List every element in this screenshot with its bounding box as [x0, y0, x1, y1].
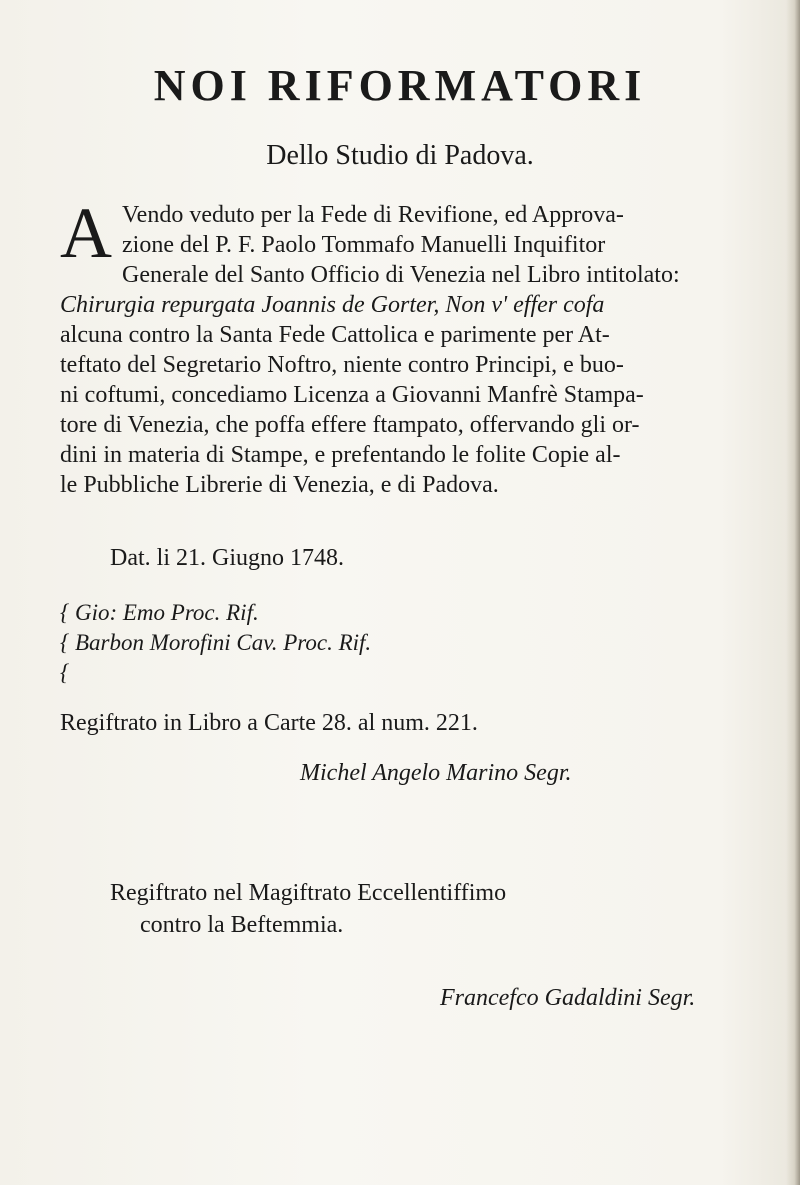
signer-1: Michel Angelo Marino Segr.: [300, 760, 572, 786]
body-line: Vendo veduto per la Fede di Revifione, ed Approva-: [122, 202, 624, 228]
body-line: teftato del Segretario Noftro, niente contro Principi, e buo-: [60, 352, 624, 378]
registration-2-line2: contro la Beftemmia.: [140, 912, 344, 938]
body-line: tore di Venezia, che poffa effere ftampato, offervando gli or-: [60, 412, 640, 438]
page-title: NOI RIFORMATORI: [153, 61, 647, 110]
drop-cap: A: [60, 193, 112, 273]
body-line: zione del P. F. Paolo Tommafo Manuelli Inquifitor: [122, 232, 606, 258]
signer-2: Francefco Gadaldini Segr.: [440, 985, 696, 1011]
body-line: alcuna contro la Santa Fede Cattolica e parimente per At-: [60, 322, 610, 348]
signatory-1: { Gio: Emo Proc. Rif.: [60, 600, 259, 625]
body-line: ni coftumi, concediamo Licenza a Giovanni Manfrè Stampa-: [60, 382, 644, 408]
registration-2-line1: Regiftrato nel Magiftrato Eccellentiffimo: [110, 880, 507, 906]
body-line: Chirurgia repurgata Joannis de Gorter, Non v' effer cofa: [60, 292, 605, 318]
brace-mark: {: [60, 660, 70, 685]
signatory-2: { Barbon Morofini Cav. Proc. Rif.: [60, 630, 372, 655]
body-line: le Pubbliche Librerie di Venezia, e di Padova.: [60, 472, 499, 498]
license-body: [60, 193, 770, 500]
page-edge-shadow: [786, 0, 800, 1185]
page-subtitle: Dello Studio di Padova.: [266, 140, 534, 171]
date-line: Dat. li 21. Giugno 1748.: [110, 545, 344, 571]
body-line: dini in materia di Stampe, e prefentando le folite Copie al-: [60, 442, 621, 468]
registration-1: Regiftrato in Libro a Carte 28. al num. 221.: [60, 710, 478, 736]
body-line: Generale del Santo Officio di Venezia nel Libro intitolato:: [122, 262, 680, 288]
